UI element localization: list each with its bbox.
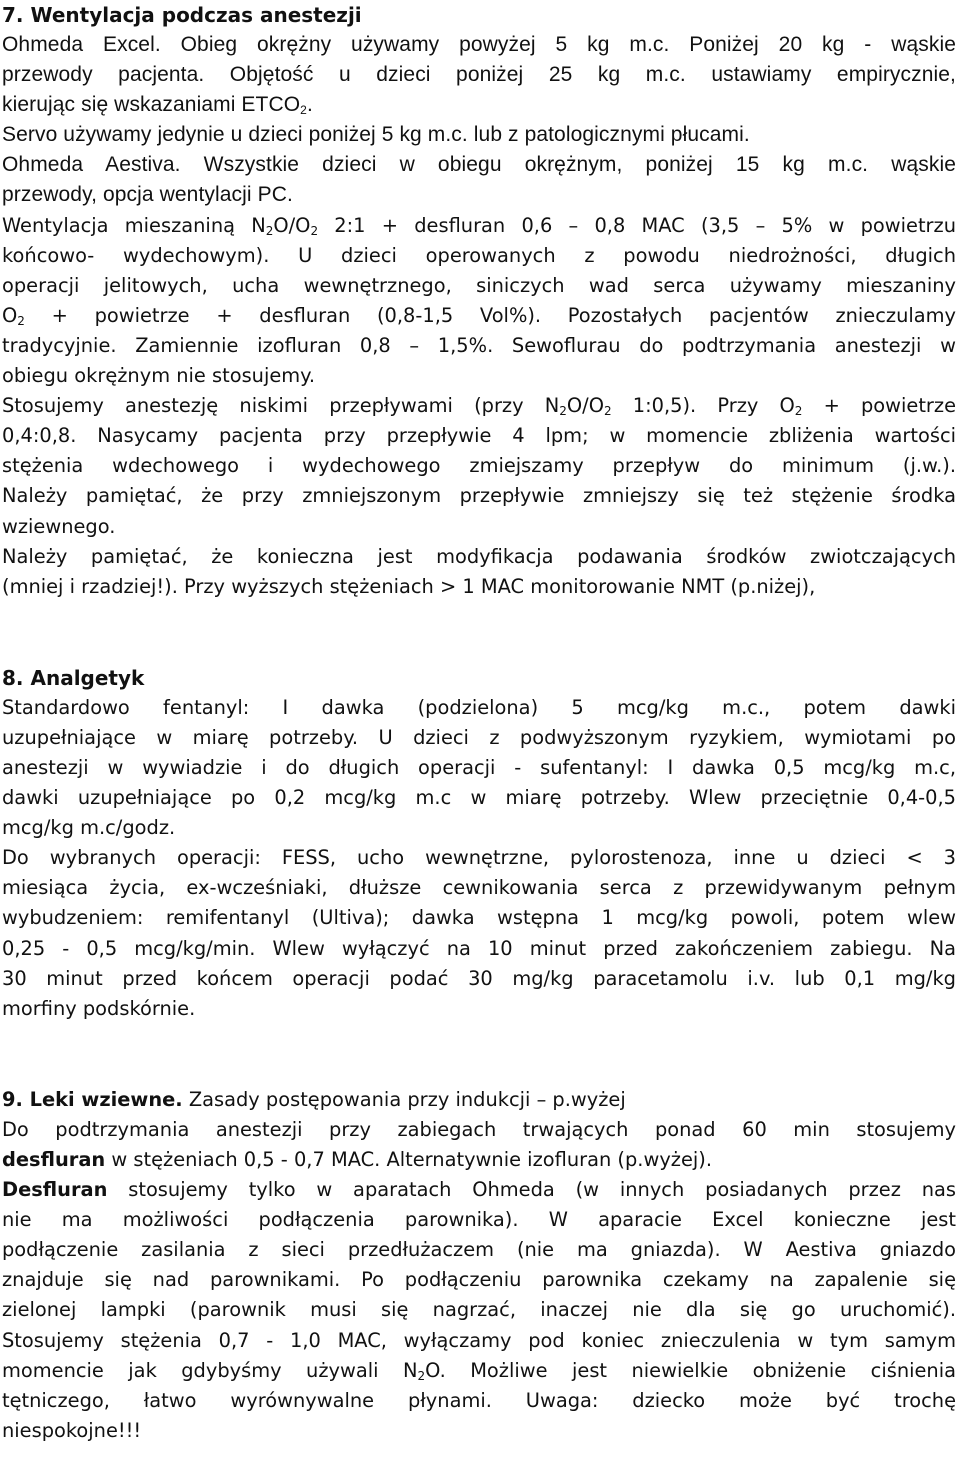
- text-span: w stężeniach 0,5 - 0,7 MAC. Alternatywnie izofluran (p.wyżej).: [105, 1148, 713, 1171]
- heading-rest-text: Zasady postępowania przy indukcji – p.wyżej: [182, 1087, 626, 1111]
- desflurane-paragraph: [2, 1175, 956, 1446]
- text-span: + powietrze: [802, 394, 957, 418]
- subscript: 2: [559, 404, 567, 419]
- gas-mixture-paragraph: [2, 211, 956, 392]
- text-line: Należy pamiętać, że konieczna jest modyfikacja podawania środków zwiotczających: [2, 544, 956, 568]
- text-span: 2:1 + desfluran 0,6 – 0,8 MAC (3,5 – 5% w powietrzu: [318, 213, 956, 237]
- subscript: 2: [265, 223, 274, 238]
- text-span: O: [2, 303, 18, 327]
- muscle-relaxant-paragraph: [2, 542, 956, 602]
- text-line: mcg/kg m.c/godz.: [2, 816, 176, 840]
- text-line: 0,25 - 0,5 mcg/kg/min. Wlew wyłączyć na 10 minut przed zakończeniem zabiegu. Na: [2, 936, 956, 960]
- text-line: [2, 1085, 956, 1115]
- text-line: końcowo- wydechowym). U dzieci operowanych z powodu niedrożności, długich: [2, 243, 956, 267]
- text-line: niespokojne!!!: [2, 1418, 142, 1442]
- section-7-heading: 7. Wentylacja podczas anestezji: [2, 3, 362, 27]
- text-line: [2, 1356, 956, 1386]
- text-line: morfiny podskórnie.: [2, 996, 196, 1020]
- text-line: przewody, opcja wentylacji PC.: [2, 183, 293, 207]
- text-line: Ohmeda Excel. Obieg okrężny używamy powyżej 5 kg m.c. Poniżej 20 kg - wąskie: [2, 33, 956, 56]
- text-line: obiegu okrężnym nie stosujemy.: [2, 364, 316, 388]
- text-span: Wentylacja mieszaniną N: [2, 213, 266, 237]
- subscript: 2: [310, 223, 319, 238]
- section-9: [2, 1085, 956, 1446]
- text-span: momencie jak gdybyśmy używali N: [2, 1358, 418, 1382]
- section-spacer: [2, 602, 956, 663]
- text-line: uzupełniające w miarę potrzeby. U dzieci z podwyższonym ryzykiem, wymiotami po: [2, 725, 956, 749]
- text-span: O. Możliwe jest niewielkie obniżenie ciśnienia: [425, 1358, 956, 1382]
- text-line: [2, 90, 956, 120]
- text-line: Należy pamiętać, że przy zmniejszonym przepływie zmniejszy się też stężenie środka: [2, 484, 956, 508]
- subscript: 2: [794, 404, 803, 419]
- text-line: dawki uzupełniające po 0,2 mcg/kg m.c w miarę potrzeby. Wlew przeciętnie 0,4-0,5: [2, 786, 956, 810]
- text-line: Stosujemy stężenia 0,7 - 1,0 MAC, wyłączamy pod koniec znieczulenia w tym samym: [2, 1328, 956, 1352]
- text-span: .: [306, 93, 313, 117]
- subscript: 2: [417, 1368, 426, 1383]
- text-line: wziewnego.: [2, 514, 116, 538]
- subscript: 2: [17, 313, 25, 328]
- text-line: Do wybranych operacji: FESS, ucho wewnętrzne, pylorostenoza, inne u dzieci < 3: [2, 846, 956, 870]
- section-8: [2, 663, 956, 1024]
- text-line: miesiąca życia, ex-wcześniaki, dłuższe cewnikowania serca z przewidywanym pełnym: [2, 876, 956, 900]
- fentanyl-paragraph: [2, 693, 956, 843]
- low-flow-paragraph: [2, 391, 956, 541]
- text-line: [2, 1145, 956, 1175]
- text-line: (mniej i rzadziej!). Przy wyższych stężeniach > 1 MAC monitorowanie NMT (p.niżej),: [2, 574, 816, 598]
- subscript: 2: [300, 103, 307, 118]
- bold-term: Desfluran: [2, 1178, 108, 1202]
- remifentanyl-paragraph: [2, 843, 956, 1024]
- text-line: tradycyjnie. Zamiennie izofluran 0,8 – 1,5%. Sewoflurau do podtrzymania anestezji w: [2, 333, 956, 357]
- bold-term: desfluran: [2, 1148, 106, 1171]
- text-line: Servo używamy jedynie u dzieci poniżej 5 kg m.c. lub z patologicznymi płucami.: [2, 123, 750, 147]
- text-line: nie ma możliwości podłączenia parownika). W aparacie Excel konieczne jest: [2, 1208, 956, 1232]
- heading-bold-text: 9. Leki wziewne.: [2, 1087, 183, 1111]
- text-line: operacji jelitowych, ucha wewnętrznego, siniczych wad serca używamy mieszaniny: [2, 273, 956, 297]
- text-line: [2, 391, 956, 421]
- text-line: przewody pacjenta. Objętość u dzieci poniżej 25 kg m.c. ustawiamy empirycznie,: [2, 63, 956, 87]
- section-9-heading: [2, 1085, 956, 1115]
- text-line: tętniczego, łatwo wyrównywalne płynami. Uwaga: dziecko może być trochę: [2, 1388, 956, 1412]
- text-span: 1:0,5). Przy O: [611, 394, 795, 418]
- ohmeda-aestiva-paragraph: [2, 150, 956, 210]
- text-line: stężenia wdechowego i wydechowego zmiejszamy przepływ do minimum (j.w.).: [2, 454, 956, 478]
- text-line: Ohmeda Aestiva. Wszystkie dzieci w obiegu okrężnym, poniżej 15 kg m.c. wąskie: [2, 153, 956, 177]
- document-page: [2, 0, 956, 1446]
- text-line: 30 minut przed końcem operacji podać 30 mg/kg paracetamolu i.v. lub 0,1 mg/kg: [2, 966, 956, 990]
- text-span: Stosujemy anestezję niskimi przepływami (przy N: [2, 394, 560, 418]
- text-line: podłączenie zasilania z sieci przedłużaczem (nie ma gniazda). W Aestiva gniazdo: [2, 1238, 956, 1262]
- section-spacer: [2, 1024, 956, 1085]
- subscript: 2: [603, 404, 612, 419]
- text-span: + powietrze + desfluran (0,8-1,5 Vol%). Pozostałych pacjentów znieczulamy: [24, 303, 956, 327]
- text-line: Standardowo fentanyl: I dawka (podzielona) 5 mcg/kg m.c., potem dawki: [2, 695, 956, 719]
- maintenance-paragraph: [2, 1115, 956, 1175]
- servo-paragraph: [2, 120, 956, 150]
- text-line: anestezji w wywiadzie i do długich operacji - sufentanyl: I dawka 0,5 mcg/kg m.c,: [2, 755, 956, 779]
- text-line: zielonej lampki (parownik musi się nagrzać, inaczej nie dla się go uruchomić).: [2, 1298, 956, 1322]
- text-span: O/O: [273, 213, 311, 237]
- text-line: [2, 1175, 956, 1205]
- text-span: O/O: [566, 394, 604, 418]
- text-span: kierując się wskazaniami ETCO: [2, 93, 301, 117]
- section-7: [2, 0, 956, 602]
- text-line: znajduje się nad parownikami. Po podłączeniu parownika czekamy na zapalenie się: [2, 1268, 956, 1292]
- text-line: Do podtrzymania anestezji przy zabiegach trwających ponad 60 min stosujemy: [2, 1117, 956, 1141]
- text-span: stosujemy tylko w aparatach Ohmeda (w innych posiadanych przez nas: [107, 1178, 956, 1202]
- text-line: 0,4:0,8. Nasycamy pacjenta przy przepływie 4 lpm; w momencie zbliżenia wartości: [2, 424, 956, 448]
- text-line: wybudzeniem: remifentanyl (Ultiva); dawka wstępna 1 mcg/kg powoli, potem wlew: [2, 906, 956, 930]
- text-line: [2, 301, 956, 331]
- ohmeda-excel-paragraph: [2, 30, 956, 120]
- section-8-heading: 8. Analgetyk: [2, 665, 145, 690]
- text-line: [2, 211, 956, 241]
